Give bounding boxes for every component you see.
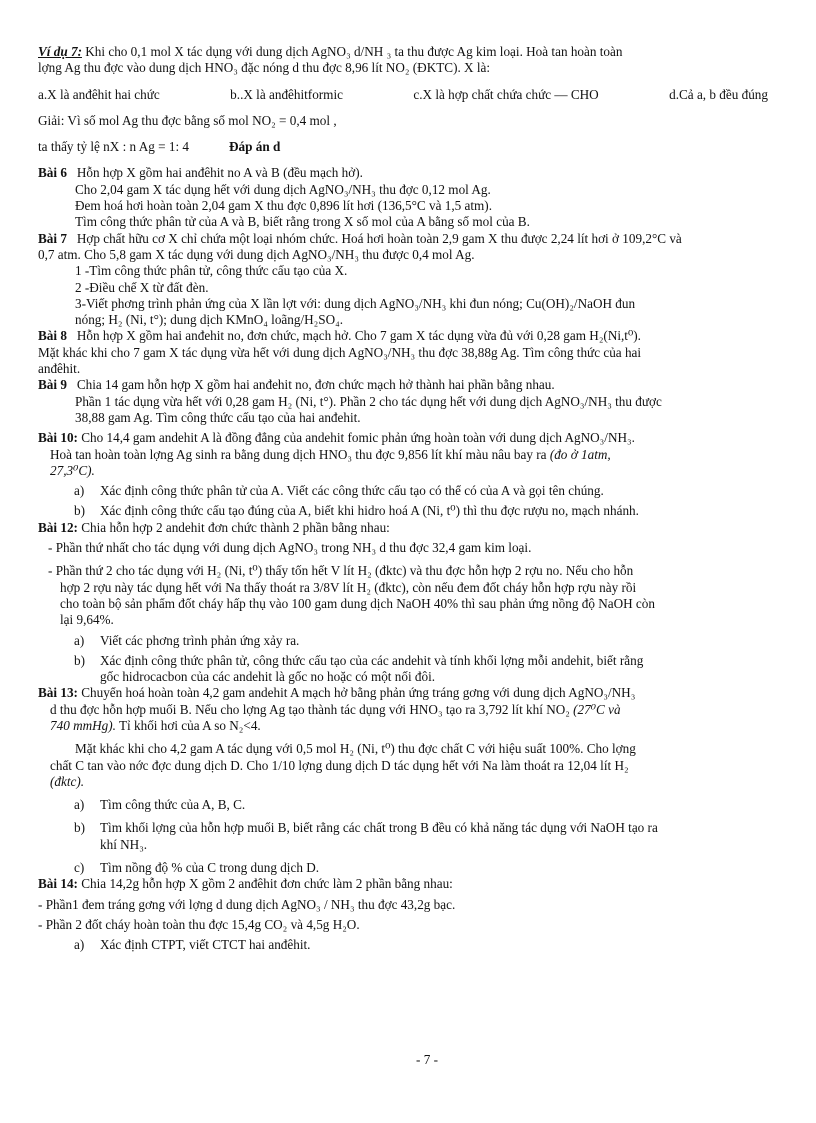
bai12-part2: - Phần thứ 2 cho tác dụng với H₂ (Ni, t⁰) thấy tốn hết V lít H₂ (đktc) và thu đợc hỗn hợp 2 rợu no. Nếu cho hỗn: [48, 563, 634, 579]
solution-line: Giải: Vì số mol Ag thu đợc bằng số mol NO₂ = 0,4 mol ,: [38, 112, 337, 128]
bai7-line: 0,7 atm. Cho 5,8 gam X tác dụng với dung dịch AgNO₃/NH₃ thu được 0,4 mol Ag.: [38, 246, 475, 262]
bai10-line: 27,3⁰C).: [50, 462, 95, 478]
bai13-para: (đktc).: [50, 773, 85, 789]
option-c: c.X là hợp chất chứa chức — CHO: [413, 86, 599, 102]
bai14-part2: - Phần 2 đốt cháy hoàn toàn thu đợc 15,4g CO₂ và 4,5g H₂O.: [38, 916, 360, 932]
bai7-sub: nóng; H₂ (Ni, t°); dung dịch KMnO₄ loãng/H₂SO₄.: [75, 312, 343, 328]
bai10-item-b: b) Xác định công thức cấu tạo đúng của A, biết khi hidro hoá A (Ni, t⁰) thì thu đợc rượu no, mạch nhánh.: [74, 503, 639, 519]
example-7-line2: lợng Ag thu đợc vào dung dịch HNO₃ đặc nóng d thu đợc 8,96 lít NO₂ (ĐKTC). X là:: [38, 60, 491, 76]
bai13-item-b: b) Tìm khối lợng của hỗn hợp muối B, biết rằng các chất trong B đều có khả năng tác dụng với NaOH tạo ra khí NH₃.: [74, 820, 658, 852]
bai10-line: Bài 10: Cho 14,4 gam andehit A là đồng đẳng của andehit fomic phản ứng hoàn toàn với dung dịch AgNO₃/NH₃.: [38, 430, 635, 446]
bai9-title: Bài 9 Chia 14 gam hỗn hợp X gồm hai anđehit no, đơn chức mạch hở thành hai phần bằng nhau.: [38, 377, 555, 393]
answer: Đáp án d: [229, 139, 281, 155]
bai7-line: Bài 7 Hợp chất hữu cơ X chỉ chứa một loại nhóm chức. Hoá hơi hoàn toàn 2,9 gam X thu được 2,24 lít hơi ở 109,2°C và: [38, 230, 682, 246]
option-a: a.X là anđêhit hai chức: [38, 86, 160, 102]
bai13-line: Bài 13: Chuyển hoá hoàn toàn 4,2 gam andehit A mạch hở bằng phản ứng tráng gơng với dung dịch AgNO₃/NH₃: [38, 685, 636, 701]
bai6-line: Cho 2,04 gam X tác dụng hết với dung dịch AgNO₃/NH₃ thu đợc 0,12 mol Ag.: [75, 181, 491, 197]
option-d: d.Cả a, b đều đúng: [669, 86, 768, 102]
bai10-item-a: a) Xác định công thức phân tử của A. Viết các công thức cấu tạo có thể có của A và gọi tên chúng.: [74, 483, 604, 499]
bai7-sub: 3-Viết phơng trình phản ứng của X lần lợt với: dung dịch AgNO₃/NH₃ khi đun nóng; Cu(OH)₂/NaOH đun: [75, 295, 636, 311]
bai7-sub: 2 -Điều chế X từ đất đèn.: [75, 279, 209, 295]
bai14-part1: - Phần1 đem tráng gơng với lợng d dung dịch AgNO₃ / NH₃ thu đợc 43,2g bạc.: [38, 896, 456, 912]
bai12-item-a: a) Viết các phơng trình phản ứng xảy ra.: [74, 632, 300, 648]
bai8-line: Bài 8 Hỗn hợp X gồm hai anđehit no, đơn chức, mạch hở. Cho 7 gam X tác dụng vừa đủ với 0,28 gam H₂(Ni,t⁰).: [38, 328, 641, 344]
bai12-part2: hợp 2 rợu này tác dụng hết với Na thấy thoát ra 3/8V lít H₂ (đktc), còn nếu đem đốt cháy hỗn hợp rợu này rồi: [60, 579, 637, 595]
bai10-line: Hoà tan hoàn toàn lợng Ag sinh ra bằng dung dịch HNO₃ thu đợc 9,856 lít khí màu nâu bay ra (đo ở 1atm,: [50, 446, 611, 462]
bai14-title: Bài 14: Chia 14,2g hỗn hợp X gồm 2 anđêhit đơn chức làm 2 phần bằng nhau:: [38, 876, 453, 892]
bai14-item-a: a) Xác định CTPT, viết CTCT hai anđêhit.: [74, 937, 311, 953]
bai13-para: chất C tan vào nớc đợc dung dịch D. Cho 1/10 lợng dung dịch D tác dụng hết với Na làm thoát ra 12,04 lít H₂: [50, 757, 629, 773]
example-options: [38, 87, 790, 103]
ratio-line: ta thấy tỷ lệ nX : n Ag = 1: 4 Đáp án d: [38, 139, 281, 155]
bai7-sub: 1 -Tìm công thức phân tử, công thức cấu tạo của X.: [75, 263, 348, 279]
bai12-item-b: b) Xác định công thức phân tử, công thức cấu tạo của các andehit và tính khối lợng mỗi andehit, biết rằng gốc hidrocacbon của các andehit là gốc no hoặc có một nối đôi.: [74, 652, 644, 685]
bai13-item-a: a) Tìm công thức của A, B, C.: [74, 797, 246, 813]
bai13-line: 740 mmHg). Tỉ khối hơi của A so N₂<4.: [50, 717, 261, 733]
bai12-part2: cho toàn bộ sản phẩm đốt cháy hấp thụ vào 100 gam dung dịch NaOH 40% thì sau phản ứng nồng độ NaOH còn: [60, 595, 655, 611]
bai6-line: Tìm công thức phân tử của A và B, biết rằng trong X số mol của A bằng số mol của B.: [75, 214, 530, 230]
bai6-line: Đem hoá hơi hoàn toàn 2,04 gam X thu đợc 0,896 lít hơi (136,5°C và 1,5 atm).: [75, 198, 492, 214]
document-page: [38, 44, 790, 954]
bai12-part2: lại 9,64%.: [60, 612, 114, 628]
bai13-para: Mặt khác khi cho 4,2 gam A tác dụng với 0,5 mol H₂ (Ni, t⁰) thu đợc chất C với hiệu suất 100%. Cho lợng: [75, 741, 636, 757]
example-7-line1: Ví dụ 7: Khi cho 0,1 mol X tác dụng với dung dịch AgNO₃ d/NH ₃ ta thu được Ag kim loại. Hoà tan hoàn toàn: [38, 44, 623, 59]
bai9-line: 38,88 gam Ag. Tìm công thức cấu tạo của hai anđehit.: [75, 409, 361, 425]
bai8-line: Mặt khác khi cho 7 gam X tác dụng vừa hết với dung dịch AgNO₃/NH₃ thu đợc 38,88g Ag. Tìm công thức của hai: [38, 344, 642, 360]
bai9-line: Phần 1 tác dụng vừa hết với 0,28 gam H₂ (Ni, t°). Phần 2 cho tác dụng hết với dung dịch AgNO₃/NH₃ thu được: [75, 393, 662, 409]
bai6-title: Bài 6 Hỗn hợp X gồm hai anđêhit no A và B (đều mạch hở).: [38, 165, 363, 181]
page-number: - 7 -: [416, 1052, 438, 1067]
example-label: Ví dụ 7:: [38, 44, 82, 59]
bai13-item-c: c) Tìm nồng độ % của C trong dung dịch D.: [74, 860, 320, 876]
bai8-line: anđêhit.: [38, 361, 81, 377]
bai12-title: Bài 12: Chia hỗn hợp 2 andehit đơn chức thành 2 phần bằng nhau:: [38, 519, 390, 535]
option-b: b..X là anđêhitformic: [230, 86, 343, 102]
bai12-part1: - Phần thứ nhất cho tác dụng với dung dịch AgNO₃ trong NH₃ d thu đợc 32,4 gam kim loại.: [48, 540, 532, 556]
bai13-line: d thu đợc hỗn hợp muối B. Nếu cho lợng Ag tạo thành tác dụng với HNO₃ tạo ra 3,792 lít khí NO₂ (27⁰C và: [50, 701, 621, 717]
